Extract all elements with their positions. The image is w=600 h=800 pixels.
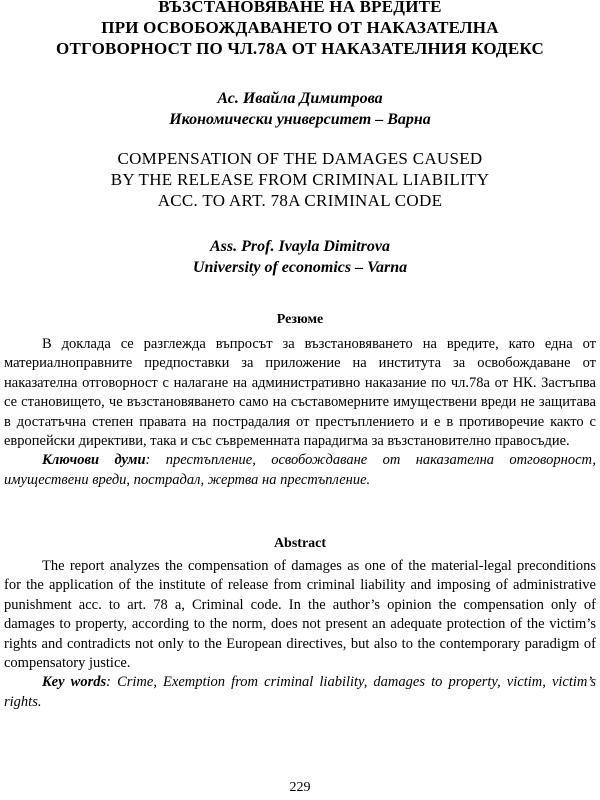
title-english-line-1: COMPENSATION OF THE DAMAGES CAUSED [117,149,483,168]
title-bulgarian-line-3: ОТГОВОРНОСТ ПО ЧЛ.78А ОТ НАКАЗАТЕЛНИЯ КОДЕКС [56,39,544,58]
author-block-bulgarian [0,88,600,130]
abstract-keywords-label: Key words [42,674,107,691]
abstract-section [4,557,596,712]
author-name-english: Ass. Prof. Ivayla Dimitrova [210,238,390,255]
abstract-paragraph: The report analyzes the compensation of damages as one of the material-legal preconditions for the application of the institute of release from criminal liability and imposing of administrative punishment acc. to art. 78 a, Criminal code. In the author’s opinion the compensation only of damages to property, according to the norm, does not present an adequate protection of the victim’s rights and contradicts not only to the European directives, but also to the contemporary paradigm of compensatory justice. [4,558,596,672]
title-english-line-3: ACC. TO ART. 78A CRIMINAL CODE [157,191,443,210]
summary-keywords [4,451,596,490]
author-affiliation-english: University of economics – Varna [192,259,408,276]
title-bulgarian [0,0,600,59]
summary-heading: Резюме [276,312,324,327]
abstract-heading: Abstract [273,536,327,551]
summary-keywords-label: Ключови думи [42,452,146,469]
summary-keywords-text: : престъпление, освобождаване от наказателна отговорност, имуществени вреди, пострадал, жертва на престъпление. [4,452,596,488]
abstract-keywords-text: : Crime, Exemption from criminal liability, damages to property, victim, victim’s rights. [4,674,597,710]
page-number: 229 [289,780,311,795]
summary-section [4,335,596,490]
title-bulgarian-line-2: ПРИ ОСВОБОЖДАВАНЕТО ОТ НАКАЗАТЕЛНА [101,18,499,37]
author-block-english [0,236,600,278]
title-english [0,148,600,211]
author-name-bulgarian: Ас. Ивайла Димитрова [217,90,383,107]
title-bulgarian-line-1: ВЪЗСТАНОВЯВАНЕ НА ВРЕДИТЕ [158,0,442,16]
author-affiliation-bulgarian: Икономически университет – Варна [169,111,431,128]
title-english-line-2: BY THE RELEASE FROM CRIMINAL LIABILITY [110,170,490,189]
abstract-keywords [4,673,596,712]
summary-paragraph: В доклада се разглежда въпросът за възстановяването на вредите, като една от материалноправните предпоставки за приложение на института за освобождаване от наказателна отговорност с налагане на административно наказание по чл.78а от НК. Застъпва се становището, че възстановяването само на съставомерните имуществени вреди не защитава в достатъчна степен правата на пострадалия от престъплението и е в противоречие както с европейски директиви, така и със съвременната парадигма за възстановително правосъдие. [4,336,596,450]
